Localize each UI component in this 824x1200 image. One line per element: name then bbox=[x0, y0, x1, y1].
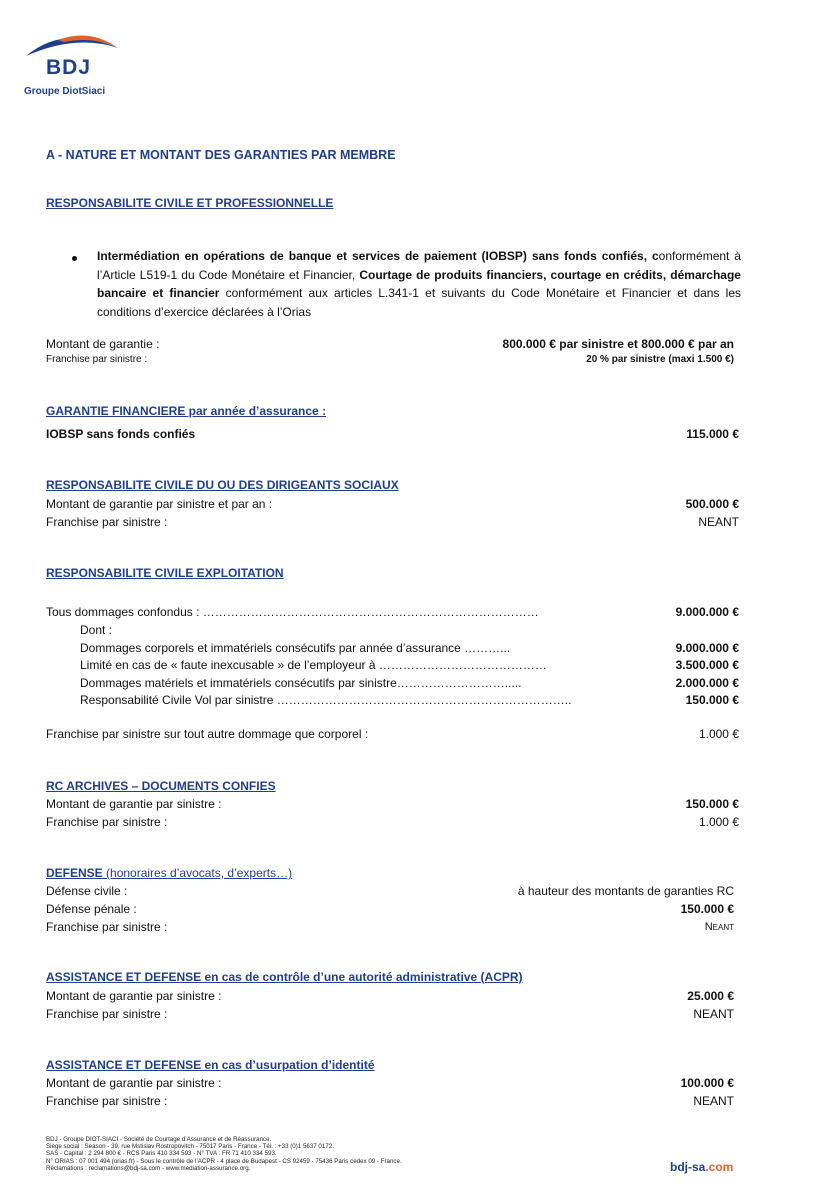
assistance-acpr-franchise-label: Franchise par sinistre : bbox=[46, 1007, 168, 1021]
bullet-icon bbox=[72, 256, 77, 261]
section-heading-rc-archives: RC ARCHIVES – DOCUMENTS CONFIES bbox=[46, 779, 276, 793]
assistance-identite-franchise-label: Franchise par sinistre : bbox=[46, 1094, 168, 1108]
section-heading-defense bbox=[46, 866, 292, 880]
defense-heading-note: (honoraires d’avocats, d’experts…) bbox=[102, 866, 293, 880]
rcp-franchise-value: 20 % par sinistre (maxi 1.500 €) bbox=[586, 354, 734, 365]
rc-exploitation-franchise-label: Franchise par sinistre sur tout autre dommage que corporel : bbox=[46, 727, 369, 741]
rc-exploitation-franchise-value: 1.000 € bbox=[698, 727, 739, 741]
footer-legal bbox=[46, 1136, 402, 1172]
section-heading-rcp: RESPONSABILITE CIVILE ET PROFESSIONNELLE bbox=[46, 196, 334, 210]
rc-exploitation-dont-label: Dont : bbox=[80, 623, 113, 637]
section-heading-garantie-financiere: GARANTIE FINANCIERE par année d’assurance : bbox=[46, 404, 327, 418]
rc-exploitation-item-value: 150.000 € bbox=[685, 693, 739, 707]
rc-exploitation-franchise-row bbox=[46, 725, 739, 743]
footer-website bbox=[670, 1160, 733, 1174]
footer-line: SAS - Capital : 2 294 800 € - RCS Paris 410 334 593 - N° TVA : FR 71 410 334 593. bbox=[46, 1150, 277, 1158]
rc-archives-montant-row bbox=[46, 795, 739, 813]
defense-franchise-value: Neant bbox=[704, 921, 734, 933]
rcp-bullet-part1: Intermédiation en opérations de banque et services de paiement (IOBSP) sans fonds confiés, c bbox=[97, 249, 659, 263]
rc-archives-franchise-value: 1.000 € bbox=[698, 815, 739, 829]
rc-archives-montant-label: Montant de garantie par sinistre : bbox=[46, 797, 222, 811]
rc-archives-franchise-label: Franchise par sinistre : bbox=[46, 815, 168, 829]
defense-heading-main: DEFENSE bbox=[46, 866, 103, 880]
rc-exploitation-item-row bbox=[46, 639, 739, 657]
rc-exploitation-item-value: 3.500.000 € bbox=[675, 658, 739, 672]
defense-penale-value: 150.000 € bbox=[680, 902, 734, 916]
rc-exploitation-item-row bbox=[46, 656, 739, 674]
defense-penale-label: Défense pénale : bbox=[46, 902, 137, 916]
garantie-financiere-label: IOBSP sans fonds confiés bbox=[46, 427, 196, 441]
rc-dirigeants-franchise-row bbox=[46, 513, 739, 531]
defense-franchise-row bbox=[46, 918, 739, 936]
rcp-montant-label: Montant de garantie : bbox=[46, 337, 160, 351]
defense-civile-value: à hauteur des montants de garanties RC bbox=[517, 884, 734, 898]
footer-line: Siège social : Season - 39, rue Mstislav Rostropovitch - 75017 Paris - France - Tél. : +33 (0)1 5637 0172. bbox=[46, 1143, 334, 1151]
rcp-franchise-row bbox=[46, 351, 739, 369]
rc-exploitation-tous-label: Tous dommages confondus : ………………………………………………………………………… bbox=[46, 605, 539, 619]
garantie-financiere-row bbox=[46, 425, 739, 443]
assistance-acpr-franchise-value: NEANT bbox=[693, 1007, 734, 1021]
rc-exploitation-item-label: Dommages matériels et immatériels consécutifs par sinistre………………………..... bbox=[80, 676, 522, 690]
rc-archives-montant-value: 150.000 € bbox=[685, 797, 739, 811]
footer-line: BDJ - Groupe DIOT-SIACI - Société de Courtage d’Assurance et de Réassurance. bbox=[46, 1136, 272, 1143]
assistance-identite-montant-row bbox=[46, 1074, 739, 1092]
rc-dirigeants-franchise-value: NEANT bbox=[698, 515, 739, 529]
footer-website-name: bdj-sa bbox=[670, 1160, 706, 1174]
section-heading-rc-dirigeants: RESPONSABILITE CIVILE DU OU DES DIRIGEANTS SOCIAUX bbox=[46, 478, 399, 492]
footer-line: N° ORIAS : 07 001 494 (orias.fr) - Sous le contrôle de l’ACPR - 4 place de Budapest - CS 92459 - 75436 Paris cedex 09 - France. bbox=[46, 1157, 402, 1165]
rcp-bullet-part2: onformément à l’Article L519-1 du Code Monétaire et Financier, bbox=[97, 249, 741, 282]
garantie-financiere-value: 115.000 € bbox=[686, 427, 739, 441]
footer-website-tld: .com bbox=[705, 1160, 734, 1174]
footer-line: Réclamations : reclamations@bdj-sa.com - www.mediation-assurance.org. bbox=[46, 1164, 251, 1172]
defense-franchise-label: Franchise par sinistre : bbox=[46, 920, 168, 934]
assistance-identite-montant-label: Montant de garantie par sinistre : bbox=[46, 1076, 222, 1090]
rc-dirigeants-montant-value: 500.000 € bbox=[685, 497, 739, 511]
page-title: A - NATURE ET MONTANT DES GARANTIES PAR MEMBRE bbox=[46, 148, 396, 162]
rcp-bullet-part3: Courtage de produits financiers, courtage en crédits, démarchage bancaire et financier bbox=[97, 267, 741, 300]
rc-archives-franchise-row bbox=[46, 813, 739, 831]
assistance-identite-franchise-row bbox=[46, 1092, 739, 1110]
logo-subtitle: Groupe DiotSiaci bbox=[24, 86, 106, 97]
rcp-bullet-part4: conformément aux articles L.341-1 et suivants du Code Monétaire et Financier et dans les conditions d’exercice déclarées à l’Orias bbox=[97, 286, 742, 319]
defense-civile-row bbox=[46, 882, 739, 900]
rc-dirigeants-montant-row bbox=[46, 495, 739, 513]
defense-penale-row bbox=[46, 900, 739, 918]
rc-exploitation-item-row bbox=[46, 674, 739, 692]
logo-text: BDJ bbox=[46, 56, 92, 79]
rc-exploitation-item-label: Dommages corporels et immatériels consécutifs par année d’assurance ………... bbox=[80, 641, 511, 655]
rc-dirigeants-montant-label: Montant de garantie par sinistre et par an : bbox=[46, 497, 273, 511]
section-heading-rc-exploitation: RESPONSABILITE CIVILE EXPLOITATION bbox=[46, 566, 284, 580]
rc-exploitation-tous-value: 9.000.000 € bbox=[675, 605, 739, 619]
rcp-bullet-text bbox=[97, 247, 741, 321]
assistance-identite-montant-value: 100.000 € bbox=[680, 1076, 734, 1090]
assistance-acpr-montant-row bbox=[46, 987, 739, 1005]
assistance-acpr-montant-value: 25.000 € bbox=[687, 989, 734, 1003]
assistance-acpr-franchise-row bbox=[46, 1005, 739, 1023]
rc-exploitation-dont-row bbox=[46, 621, 739, 639]
rc-exploitation-item-value: 9.000.000 € bbox=[675, 641, 739, 655]
rc-exploitation-item-label: Responsabilité Civile Vol par sinistre ……………………………………………………………….. bbox=[80, 693, 572, 707]
rc-exploitation-item-label: Limité en cas de « faute inexcusable » de l’employeur à …………………………………… bbox=[80, 658, 547, 672]
rc-dirigeants-franchise-label: Franchise par sinistre : bbox=[46, 515, 168, 529]
rcp-franchise-label: Franchise par sinistre : bbox=[46, 354, 148, 365]
rcp-montant-value: 800.000 € par sinistre et 800.000 € par an bbox=[502, 337, 734, 351]
defense-civile-label: Défense civile : bbox=[46, 884, 128, 898]
assistance-identite-franchise-value: NEANT bbox=[693, 1094, 734, 1108]
rc-exploitation-item-row bbox=[46, 691, 739, 709]
section-heading-assistance-acpr: ASSISTANCE ET DEFENSE en cas de contrôle d’une autorité administrative (ACPR) bbox=[46, 970, 523, 984]
assistance-acpr-montant-label: Montant de garantie par sinistre : bbox=[46, 989, 222, 1003]
section-heading-assistance-identite: ASSISTANCE ET DEFENSE en cas d’usurpation d’identité bbox=[46, 1058, 375, 1072]
rc-exploitation-tous-row bbox=[46, 603, 739, 621]
rc-exploitation-item-value: 2.000.000 € bbox=[675, 676, 739, 690]
